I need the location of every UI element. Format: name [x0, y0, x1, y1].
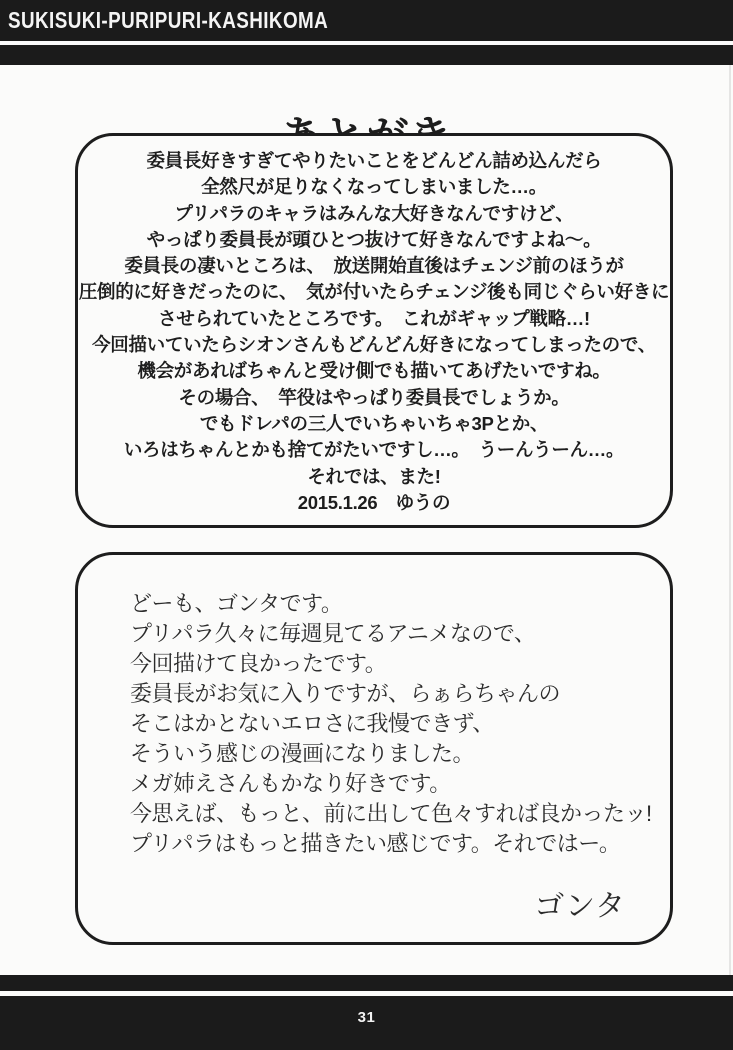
afterword-line: 委員長好きすぎてやりたいことをどんどん詰め込んだら [146, 150, 602, 171]
afterword-line: 圧倒的に好きだったのに、 気が付いたらチェンジ後も同じぐらい好きに [78, 281, 670, 303]
afterword-line: でもドレパの三人でいちゃいちゃ3Pとか、 [199, 412, 549, 434]
page-number: 31 [357, 1008, 376, 1026]
comment-line: そういう感じの漫画になりました。 [130, 741, 475, 766]
top-banner [0, 0, 733, 41]
afterword-text [78, 136, 670, 516]
comment-line: メガ姉えさんもかなり好きです。 [130, 771, 451, 796]
comment-line: 今回描けて良かったです。 [130, 651, 387, 676]
bottom-banner [0, 996, 733, 1050]
top-banner-stripe [0, 45, 733, 65]
afterword-line: 委員長の凄いところは、 放送開始直後はチェンジ前のほうが [124, 255, 624, 277]
comment-line: 今思えば、もっと、前に出して色々すれば良かったッ! [130, 801, 652, 826]
comment-line: そこはかとないエロさに我慢できず、 [130, 711, 494, 736]
afterword-line: 機会があればちゃんと受け側でも描いてあげたいですね。 [137, 360, 611, 382]
afterword-line: いろはちゃんとかも捨てがたいですし…。 うーんうーん…。 [123, 439, 625, 461]
afterword-box [75, 133, 673, 528]
banner-title: SUKISUKI-PURIPURI-KASHIKOMA [8, 7, 329, 33]
comment-line: どーも、ゴンタです。 [130, 591, 343, 616]
afterword-line: 今回描いていたらシオンさんもどんどん好きになってしまったので、 [92, 334, 656, 356]
scan-edge-shadow [729, 65, 731, 975]
comment-line: 委員長がお気に入りですが、らぁらちゃんの [130, 681, 561, 706]
afterword-line: それでは、また! [307, 465, 441, 487]
comment-line: プリパラ久々に毎週見てるアニメなので、 [130, 621, 536, 646]
comment-text [78, 555, 670, 859]
afterword-line: やっぱり委員長が頭ひとつ抜けて好きなんですよね～。 [146, 228, 602, 250]
comment-box [75, 552, 673, 945]
bottom-banner-stripe [0, 975, 733, 991]
afterword-line: させられていたところです。 これがギャップ戦略…! [158, 307, 590, 329]
author-signature: ゴンタ [534, 890, 626, 923]
afterword-line: 全然尺が足りなくなってしまいました…。 [201, 176, 547, 198]
afterword-line: プリパラのキャラはみんな大好きなんですけど、 [174, 202, 574, 224]
afterword-line: その場合、 竿役はやっぱり委員長でしょうか。 [178, 386, 570, 408]
comment-line: プリパラはもっと描きたい感じです。それではー。 [130, 831, 621, 856]
afterword-date-signature: 2015.1.26 ゆうの [297, 491, 451, 513]
